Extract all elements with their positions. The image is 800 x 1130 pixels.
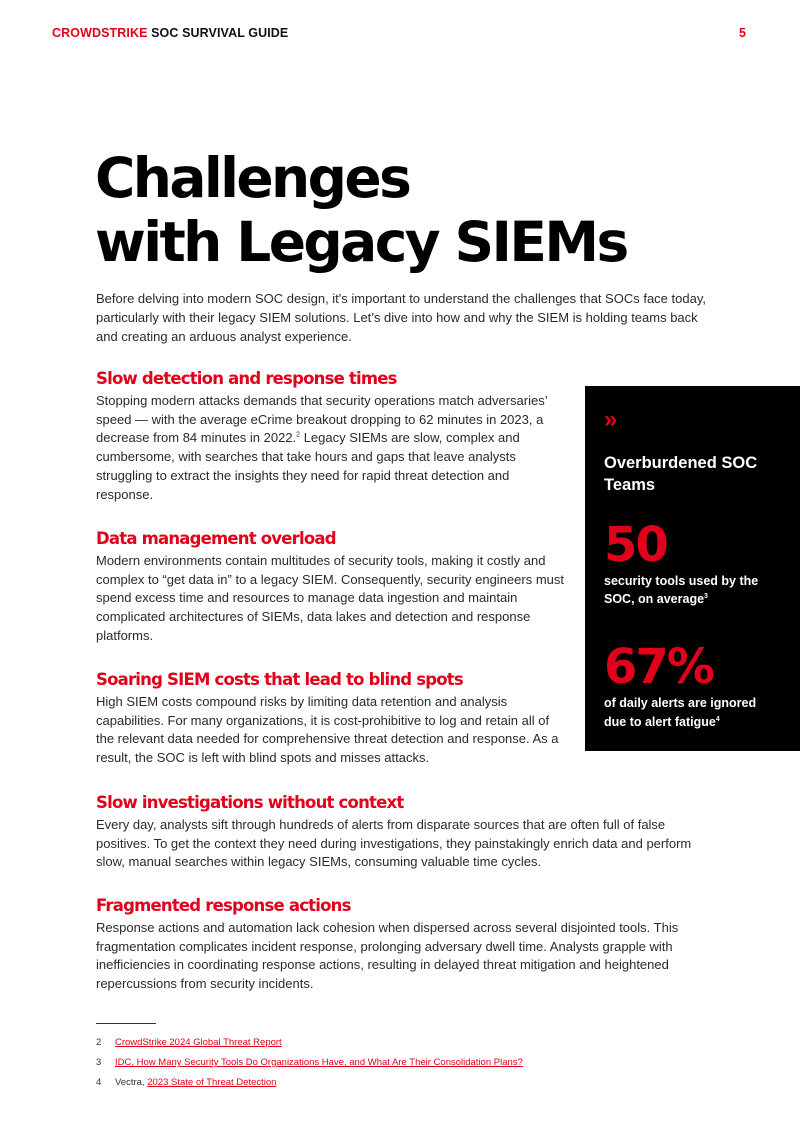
section-body: Every day, analysts sift through hundreds of alerts from disparate sources that are often full of false positives. To get the context they need during investigations, they painstakingly enrich data and perform slow, manual searches within legacy SIEMs, consuming valuable time cycles. (96, 816, 692, 870)
section-body (96, 392, 566, 505)
page-number: 5 (738, 26, 746, 40)
stat-desc-alerts: of daily alerts are ignored due to alert fatigue$^4$ (604, 696, 757, 729)
double-chevron-icon: » (604, 406, 614, 433)
stat-value-tools: 50 (604, 516, 667, 573)
footnote-ref: 4 (715, 715, 720, 723)
section-heading: Data management overload (96, 529, 336, 548)
footnote-number: 2 (96, 1037, 102, 1048)
page-header (52, 26, 746, 44)
section-data-management (96, 529, 566, 646)
footnote-link[interactable]: IDC, How Many Security Tools Do Organizations Have, and What Are Their Consolidation Plans? (115, 1057, 523, 1068)
footnote-ref: 2 (296, 432, 301, 440)
footnote-link[interactable]: 2023 State of Threat Detection (147, 1077, 277, 1088)
footnote-ref: 3 (704, 593, 708, 601)
footnote-prefix: Vectra, (115, 1077, 148, 1088)
footnote-item (96, 1056, 716, 1076)
intro-paragraph: Before delving into modern SOC design, it's important to understand the challenges that SOCs face today, particularly with their legacy SIEM solutions. Let’s dive into how and why the SIEM is holding teams back and creating an arduous analyst experience. (96, 291, 706, 344)
footnote-number: 4 (96, 1077, 102, 1088)
page-title-line-1: Challenges (95, 146, 410, 210)
section-heading: Slow investigations without context (96, 793, 404, 812)
guide-title: SOC SURVIVAL GUIDE (151, 26, 289, 40)
footnote-item (96, 1036, 716, 1056)
stat-desc-tools: security tools used by the SOC, on average$^3$ (604, 573, 759, 607)
section-body-part-b: Legacy SIEMs are slow, complex and cumbersome, with searches that take hours and gaps that leave analysts struggling to extract the insights they need for rapid threat detection and response. (96, 430, 520, 503)
section-heading: Soaring SIEM costs that lead to blind spots (96, 670, 463, 689)
brand-name: CROWDSTRIKE (52, 26, 148, 40)
section-body: High SIEM costs compound risks by limiting data retention and analysis capabilities. For many organizations, it is cost-prohibitive to log and retain all of the relevant data needed for comprehensive threat detection and response. As a result, the SOC is left with blind spots and misses attacks. (96, 693, 559, 766)
section-fragmented-response (96, 896, 696, 994)
footnote-divider (96, 1023, 156, 1024)
section-heading: Slow detection and response times (96, 369, 397, 388)
section-body: Response actions and automation lack cohesion when dispersed across several disjointed tools. This fragmentation complicates incident response, prolonging adversary dwell time. Analysts grapple with inefficiencies in coordinating response actions, resulting in delayed threat mitigation and heightened repercussions from security incidents. (96, 919, 679, 992)
section-body: Modern environments contain multitudes of security tools, making it costly and complex to “get data in” to a legacy SIEM. Consequently, security engineers must spend excess time and resources to manage data ingestion and maintain complicated architectures of SIEMs, data lakes and detection and response platforms. (96, 552, 564, 644)
section-slow-investigations (96, 793, 711, 872)
footnotes (96, 1036, 716, 1096)
page-title-line-2: with Legacy SIEMs (95, 210, 627, 275)
section-slow-detection (96, 369, 566, 505)
sidebar-title: Overburdened SOC Teams (604, 454, 758, 495)
footnote-item (96, 1076, 716, 1096)
stats-sidebar (585, 386, 800, 751)
section-heading: Fragmented response actions (96, 896, 351, 915)
page-title (95, 146, 695, 275)
section-siem-costs (96, 670, 566, 768)
stat-value-alerts: 67% (604, 639, 713, 696)
footnote-link[interactable]: CrowdStrike 2024 Global Threat Report (115, 1037, 282, 1048)
footnote-number: 3 (96, 1057, 102, 1068)
section-body-part-a: Stopping modern attacks demands that security operations match adversaries’ speed — with the average eCrime breakout dropping to 62 minutes in 2023, a decrease from 84 minutes in 2022. (96, 392, 548, 446)
